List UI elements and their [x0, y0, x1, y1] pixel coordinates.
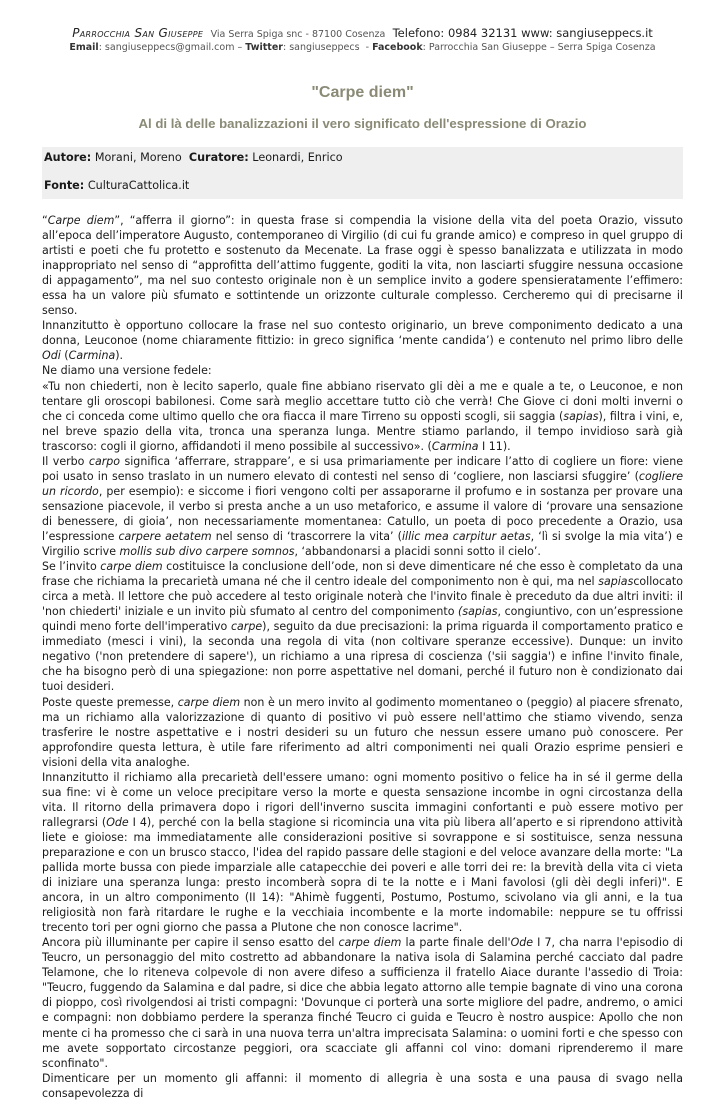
- paragraph: [42, 935, 683, 1070]
- italic-text: carpe diem: [338, 936, 402, 950]
- article-meta: [42, 147, 683, 199]
- author-label: Autore:: [44, 151, 92, 164]
- source-value: CulturaCattolica.it: [87, 179, 190, 192]
- paragraph-text: «Tu non chiederti, non è lecito saperlo, quale fine abbiano riservato gli dèi a me e quale a te, o Leuconoe, e non tentare gli oroscopi babilonesi. Come sarà meglio accettare tutto ciò che verrà! Che Giove ci doni molti inverni o che ci conceda come ultimo quello che ora fiacca il mare Tirreno su opposti scogli, sii saggia (: [42, 379, 683, 423]
- paragraph-text: ), seguito da due precisazioni: la prima riguarda il comportamento pratico e immediato (mesci i vini), la seconda una regola di vita (non coltivare speranze eccessive). Dunque: un invito negativo ('non pretendere di sapere'), un richiamo a una ripresa di coscienza ('sii saggia') e infine l'invito finale, che ha bisogno però di una spiegazione: non porre aspettative nel domani, perché il futuro non è condizionato dai tuoi desideri.: [42, 620, 683, 694]
- paragraph-text: (: [60, 349, 69, 363]
- paragraph-text: ), filtra i vini, e, nel breve spazio della vita, tronca una speranza lunga. Mentre stiamo parlando, il tempo invidioso sarà già trascorso: cogli il giorno, affidandoti il meno possibile al successivo». (: [42, 409, 683, 453]
- italic-text: carpe diem: [100, 560, 163, 574]
- paragraph-text: I 11).: [478, 439, 511, 453]
- paragraph-text: Poste queste premesse,: [42, 695, 178, 709]
- italic-text: carpe diem: [177, 695, 241, 709]
- italic-text: cogliere un ricordo: [42, 469, 683, 498]
- italic-text: sapias: [598, 575, 634, 589]
- paragraph-text: Dimenticare per un momento gli affanni: il momento di allegria è una sosta e una pausa di svago nella consapevolezza di: [42, 1071, 683, 1100]
- italic-text: (sapias: [458, 605, 498, 619]
- italic-text: Carpe diem: [47, 214, 115, 227]
- paragraph-text: non è un mero invito al godimento momentaneo o (peggio) al piacere sfrenato, ma un richiamo alla valorizzazione di quanto di positivo vi può essere nell'attimo che stiamo vivendo, senza trasferire le nostre aspettative e i nostri desideri su un futuro che nessun essere umano può conoscere. Per approfondire questa lettura, è utile fare riferimento ad altri componimenti nei quali Orazio esprime pensieri e visioni della vita analoghe.: [42, 695, 684, 769]
- letterhead-line-2: Email: sangiuseppecs@gmail.com – Twitter: sangiuseppecs - Facebook: Parrocchia San Giuseppe – Serra Spiga Cosenza: [69, 42, 656, 53]
- article-body: [42, 213, 683, 1101]
- italic-text: carpo: [88, 454, 121, 468]
- credits-row: [42, 147, 683, 171]
- paragraph-text: nel senso di ‘trascorrere la vita’ (: [211, 529, 402, 543]
- paragraph: [42, 454, 683, 559]
- paragraph-text: significa ‘afferrare, strappare’, e si usa primariamente per indicare l’atto di cogliere un fiore: viene poi usato in senso traslato in un numero elevato di contesti nel senso di ‘cogliere, non lasciarsi sfuggire’ (: [42, 454, 683, 483]
- paragraph: [42, 213, 683, 318]
- article-subtitle: Al di là delle banalizzazioni il vero significato dell'espressione di Orazio: [138, 116, 587, 131]
- paragraph-text: ”, “afferra il giorno”: in questa frase si compendia la visione della vita del poeta Orazio, vissuto all’epoca dell’imperatore Augusto, contemporaneo di Virgilio (di cui fu grande amico) e compreso in quel gruppo di artisti e poeti che fu protetto e sostenuto da Mecenate. La frase oggi è spesso banalizzata e utilizzata in modo inappropriato nel senso di “approfitta dell’attimo fuggente, goditi la vita, non lasciarti sfuggire nessuna occasione di appagamento”, ma nel suo contesto originale non è un semplice invito a godere spensieratamente l’effimero: essa ha un valore più sfumato e sottintende un orizzonte culturale complesso. Cercheremo qui di precisarne il senso.: [42, 214, 683, 318]
- www-label: www: [521, 26, 549, 40]
- twitter-label: Twitter: [245, 42, 283, 53]
- italic-text: Ode: [106, 815, 129, 829]
- paragraph-text: Ne diamo una versione fedele:: [42, 364, 212, 378]
- paragraph-text: , per esempio): e siccome i fiori vengono colti per assaporarne il profumo e in sostanza per provare una sensazione piacevole, il verbo si presta anche a un uso metaforico, e assume il valore di ‘provare una sensazione di benessere, di gioia’, non necessariamente momentanea: Catullo, un poeta di poco precedente a Orazio, usa l’espressione: [42, 484, 683, 543]
- paragraph-text: , congiuntivo, con un’espressione quindi meno forte dell'imperativo: [42, 605, 683, 634]
- letterhead-line-1: Parrocchia San Giuseppe Via Serra Spiga snc - 87100 Cosenza Telefono: 0984 32131 www: sangiuseppecs.it: [72, 26, 653, 40]
- paragraph-text: Ancora più illuminante per capire il senso esatto del: [42, 936, 339, 950]
- italic-text: Carmina: [431, 439, 479, 453]
- italic-text: carpere aetatem: [118, 529, 212, 543]
- paragraph-text: collocato circa a metà. Il lettore che può accedere al testo originale noterà che l'invito finale è preceduto da due altri inviti: il 'non chiederti' iniziale e un invito più sfumato al centro del componimento: [42, 575, 683, 619]
- paragraph: [42, 770, 683, 936]
- italic-text: carpe: [230, 620, 263, 634]
- facebook-label: Facebook: [372, 42, 423, 53]
- twitter-handle[interactable]: sangiuseppecs: [289, 42, 360, 53]
- curator-value: Leonardi, Enrico: [252, 151, 343, 164]
- paragraph-text: I 7, cha narra l'episodio di Teucro, un personaggio del mito costretto ad abbandonare la nativa isola di Salamina perché cacciato dal padre Telamone, che lo riteneva colpevole di non avere difeso a sufficienza il fratello Aiace durante l'assedio di Troia: "Teucro, fuggendo da Salamina e dal padre, si dice che abbia legato attorno alle tempie bagnate di vino una corona di pioppo, così rivolgendosi ai tristi compagni: 'Dovunque ci porterà una sorte migliore del padre, andremo, o amici e compagni: non dobbiamo perdere la speranza finché Teucro ci guida e Teucro è nostro auspice: Apollo che non mente ci ha promesso che ci sarà in una nuova terra un'altra imprecisata Salamina: o uomini forti e che spesso con me avete sopportato circostanze peggiori, ora scacciate gli affanni col vino: domani riprenderemo il mare sconfinato".: [42, 936, 684, 1070]
- paragraph-text: Se l’invito: [42, 560, 101, 574]
- paragraph: [42, 1071, 683, 1101]
- italic-text: illic mea carpitur aetas: [401, 529, 531, 543]
- italic-text: mollis sub divo carpere somnos: [119, 545, 295, 559]
- italic-text: sapias: [563, 409, 599, 423]
- email-link[interactable]: sangiuseppecs@gmail.com: [104, 42, 235, 53]
- facebook-page[interactable]: Parrocchia San Giuseppe – Serra Spiga Cosenza: [428, 42, 656, 53]
- parish-name: Parrocchia San Giuseppe: [72, 26, 204, 40]
- paragraph: [42, 695, 683, 770]
- paragraph: [42, 318, 683, 363]
- phone-number: 0984 32131: [447, 26, 518, 40]
- email-label: Email: [69, 42, 99, 53]
- paragraph-text: Innanzitutto è opportuno collocare la frase nel suo contesto originario, un breve componimento dedicato a una donna, Leuconoe (nome chiaramente fittizio: in greco significa ‘mente candida’) e contenuto nel primo libro delle: [42, 319, 683, 348]
- paragraph-text: , ‘abbandonarsi a placidi sonni sotto il cielo’.: [294, 545, 541, 559]
- italic-text: Odi: [42, 349, 61, 363]
- paragraph: [42, 559, 683, 694]
- paragraph-text: costituisce la conclusione dell’ode, non si deve dimenticare né che esso è completato da una frase che richiama la precarietà umana né che il centro ideale del componimento non è qui, ma nel: [42, 560, 684, 589]
- paragraph-text: Innanzitutto il richiamo alla precarietà dell'essere umano: ogni momento positivo o felice ha in sé il germe della sua fine: vi è come un veloce precipitare verso la morte e questa sensazione incombe in ogni circostanza della vita. Il ritorno della primavera dopo i rigori dell'inverno suscita immagini confortanti e può essere motivo per rallegrarsi (: [42, 770, 683, 829]
- italic-text: Carmina: [68, 349, 116, 363]
- website-link[interactable]: sangiuseppecs.it: [556, 26, 653, 40]
- curator-label: Curatore:: [188, 151, 249, 164]
- author-value: Morani, Moreno: [94, 151, 182, 164]
- source-label: Fonte:: [44, 179, 85, 192]
- paragraph-text: , ‘lì si svolge la mia vita’) e Virgilio scrive: [42, 529, 683, 559]
- paragraph-text: la parte finale dell': [401, 936, 511, 950]
- paragraph-text: “: [42, 214, 48, 227]
- italic-text: Ode: [510, 936, 534, 950]
- paragraph-text: ).: [115, 349, 124, 363]
- phone-label: Telefono:: [392, 26, 445, 40]
- paragraph: [42, 363, 683, 378]
- paragraph-text: Il verbo: [42, 454, 89, 468]
- parish-address: Via Serra Spiga snc - 87100 Cosenza: [210, 29, 386, 40]
- letterhead: [0, 0, 725, 54]
- paragraph: [42, 379, 683, 454]
- article-title: "Carpe diem": [311, 84, 414, 101]
- source-row: [42, 175, 683, 199]
- paragraph-text: I 4), perché con la bella stagione si ricomincia una vita più libera all’aperto e si riprendono attività liete e gioiose: ma immediatamente alle considerazioni positive si sovrappone e si sostituisce, senza nessuna preparazione e con un brusco stacco, l'idea del rapido passare delle stagioni e del veloce avanzare della morte: "La pallida morte bussa con piede imparziale alle catapecchie dei poveri e alle torri dei re: la brevità della vita ci vieta di iniziare una speranza lunga: presto incomberà sopra di te la notte e i Mani favolosi (gli dèi degli inferi)". E ancora, in un altro componimento (II 14): "Ahimè fuggenti, Postumo, Postumo, scivolano via gli anni, e la tua religiosità non farà ritardare le rughe e la vecchiaia incombente e la morte indomabile: neppure se tu offrissi trecento tori per ogni giorno che passa a Plutone che non conosce lacrime".: [42, 815, 684, 935]
